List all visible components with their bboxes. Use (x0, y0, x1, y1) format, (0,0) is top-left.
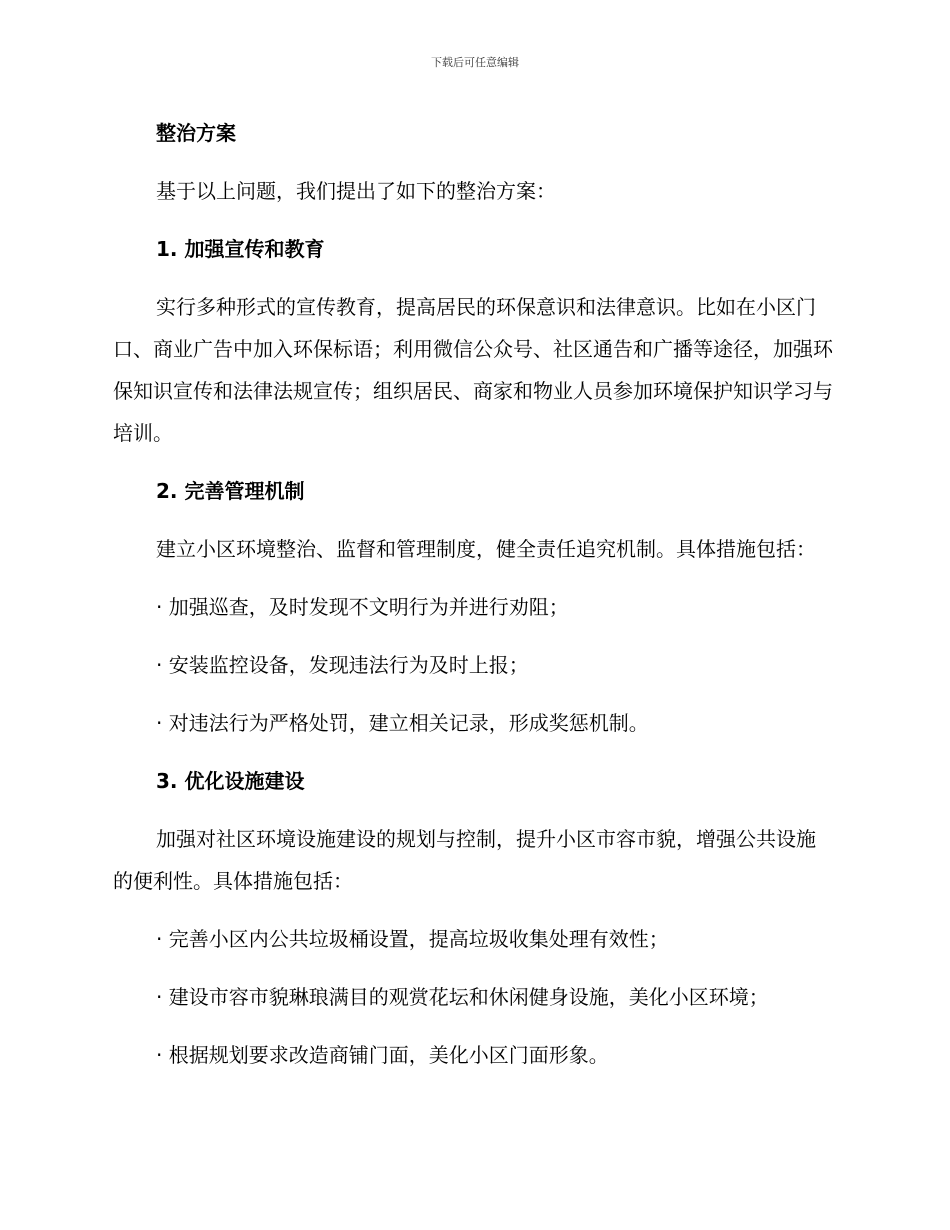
doc-title: 整治方案 (156, 121, 236, 145)
section-3-bullet-2: · 建设市容市貌琳琅满目的观赏花坛和休闲健身设施，美化小区环境； (156, 985, 769, 1009)
section-3-paragraph: 加强对社区环境设施建设的规划与控制，提升小区市容市貌，增强公共设施的便利性。具体措施包括： (113, 827, 816, 893)
section-3-bullet-3: · 根据规划要求改造商铺门面，美化小区门面形象。 (156, 1043, 609, 1067)
section-3-bullet-1: · 完善小区内公共垃圾桶设置，提高垃圾收集处理有效性； (156, 927, 669, 951)
section-1-heading: 1. 加强宣传和教育 (156, 237, 325, 261)
section-2-bullet-1: · 加强巡查，及时发现不文明行为并进行劝阻； (156, 595, 569, 619)
section-2-bullet-2: · 安装监控设备，发现违法行为及时上报； (156, 653, 529, 677)
section-3-heading: 3. 优化设施建设 (156, 769, 305, 793)
section-2-paragraph: 建立小区环境整治、监督和管理制度，健全责任追究机制。具体措施包括： (156, 537, 816, 561)
section-2-heading: 2. 完善管理机制 (156, 479, 305, 503)
intro-paragraph: 基于以上问题，我们提出了如下的整治方案： (156, 179, 556, 203)
page-header: 下载后可任意编辑 (431, 56, 519, 69)
section-2-bullet-3: · 对违法行为严格处罚，建立相关记录，形成奖惩机制。 (156, 711, 649, 735)
document-body (113, 112, 833, 1092)
section-1-paragraph: 实行多种形式的宣传教育，提高居民的环保意识和法律意识。比如在小区门口、商业广告中加入环保标语；利用微信公众号、社区通告和广播等途径，加强环保知识宣传和法律法规宣传；组织居民、商家和物业人员参加环境保护知识学习与培训。 (113, 295, 833, 445)
